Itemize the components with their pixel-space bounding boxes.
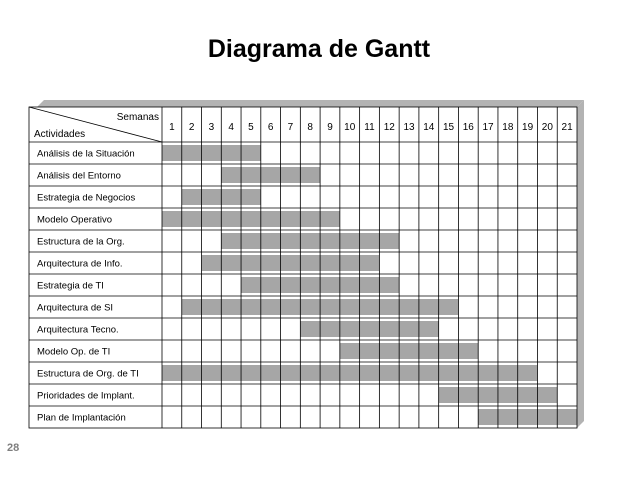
gantt-week-label: 8 (307, 122, 313, 133)
gantt-activity-label: Arquitectura Tecno. (37, 324, 119, 336)
gantt-activity-label: Arquitectura de Info. (37, 258, 123, 270)
gantt-week-label: 21 (561, 122, 573, 133)
gantt-bar (162, 211, 340, 227)
gantt-week-label: 19 (522, 122, 534, 133)
gantt-shadow-top (37, 100, 584, 107)
gantt-week-label: 13 (403, 122, 415, 133)
gantt-activity-label: Estrategia de Negocios (37, 192, 136, 204)
gantt-activity-label: Estrategia de TI (37, 280, 104, 292)
gantt-week-label: 10 (344, 122, 356, 133)
gantt-header-weeks-label: Semanas (116, 112, 159, 123)
gantt-week-label: 18 (502, 122, 514, 133)
gantt-bar (478, 409, 577, 425)
gantt-bar (162, 365, 537, 381)
slide-number: 28 (7, 442, 20, 454)
gantt-activity-label: Análisis de la Situación (37, 148, 135, 160)
gantt-activity-label: Estructura de Org. de TI (37, 368, 139, 380)
gantt-week-label: 4 (228, 122, 234, 133)
gantt-bar (340, 343, 478, 359)
gantt-activity-label: Análisis del Entorno (37, 170, 121, 182)
gantt-shadow-right (577, 100, 584, 428)
gantt-header-activities-label: Actividades (34, 129, 86, 140)
gantt-week-label: 17 (482, 122, 494, 133)
gantt-week-label: 16 (462, 122, 474, 133)
gantt-week-label: 3 (208, 122, 215, 133)
gantt-week-label: 7 (287, 122, 294, 133)
gantt-week-label: 2 (188, 122, 195, 133)
gantt-bar (202, 255, 380, 271)
gantt-week-label: 15 (442, 122, 455, 133)
gantt-week-label: 6 (267, 122, 274, 133)
gantt-week-label: 1 (169, 122, 175, 133)
gantt-week-label: 11 (364, 122, 375, 133)
gantt-week-label: 14 (423, 122, 435, 133)
gantt-bar (300, 321, 438, 337)
gantt-activity-label: Plan de Implantación (37, 412, 126, 424)
gantt-activity-label: Estructura de la Org. (37, 236, 125, 248)
slide-title: Diagrama de Gantt (207, 35, 431, 63)
gantt-activity-label: Arquitectura de SI (37, 302, 114, 314)
gantt-activity-label: Prioridades de Implant. (37, 390, 135, 402)
gantt-bar (221, 233, 399, 249)
gantt-bar (162, 145, 261, 161)
gantt-week-label: 5 (248, 122, 254, 133)
gantt-activity-label: Modelo Operativo (37, 214, 112, 226)
gantt-bar (221, 167, 320, 183)
gantt-week-label: 20 (541, 122, 553, 133)
gantt-activity-label: Modelo Op. de TI (37, 346, 111, 358)
gantt-week-label: 9 (327, 122, 333, 133)
gantt-week-label: 12 (383, 122, 395, 133)
